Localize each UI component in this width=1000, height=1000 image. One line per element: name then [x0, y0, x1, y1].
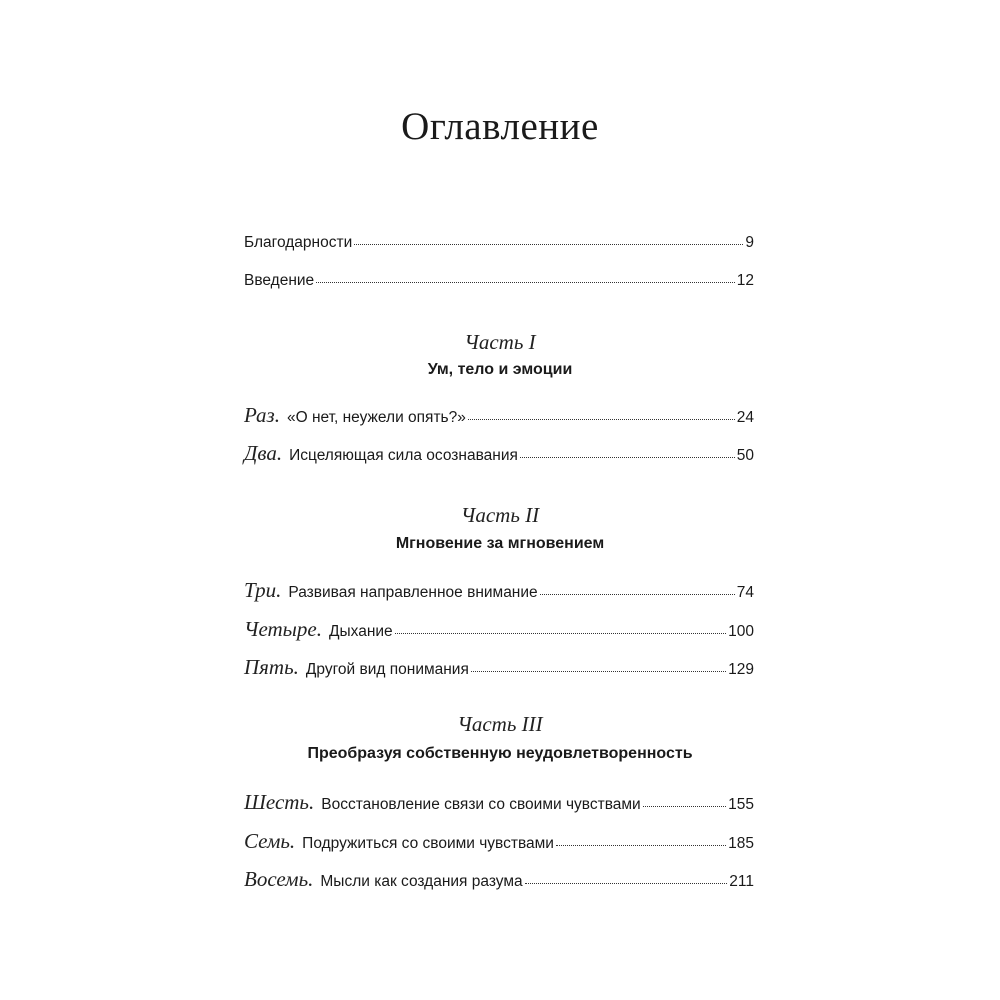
entry-label: Подружиться со своими чувствами [302, 835, 554, 852]
dot-leader [540, 594, 735, 595]
entry-label: «О нет, неужели опять?» [286, 409, 466, 426]
page-number: 12 [736, 272, 754, 289]
entry-label: Другой вид понимания [305, 661, 469, 678]
entry-label: Введение [244, 272, 315, 289]
dot-leader [395, 633, 726, 634]
dot-leader [468, 419, 735, 420]
chapter-number: Четыре. [244, 617, 322, 641]
chapter-number: Шесть. [244, 790, 315, 814]
part-1-title: Ум, тело и эмоции [427, 361, 573, 378]
chapter-number: Пять. [244, 655, 299, 679]
entry-label: Исцеляющая сила осознавания [289, 447, 518, 464]
dot-leader [525, 883, 728, 884]
page-number: 211 [729, 873, 754, 890]
entry-label: Благодарности [244, 234, 353, 251]
toc-entry-chapter-6[interactable] [244, 790, 754, 815]
toc-entry-chapter-3[interactable] [244, 578, 754, 603]
chapter-number: Два. [244, 441, 283, 465]
toc-entry-chapter-8[interactable] [244, 867, 754, 892]
chapter-number: Раз. [244, 403, 280, 427]
page-number: 74 [736, 584, 754, 601]
toc-entry-acknowledgements[interactable] [244, 234, 754, 252]
page-number: 100 [728, 623, 754, 640]
toc-entry-introduction[interactable] [244, 272, 754, 290]
entry-label: Мысли как создания разума [320, 873, 523, 890]
toc-entry-chapter-4[interactable] [244, 617, 754, 642]
entry-label: Дыхание [328, 623, 393, 640]
page-number: 185 [728, 835, 754, 852]
toc-entry-chapter-5[interactable] [244, 655, 754, 680]
dot-leader [556, 845, 726, 846]
part-2-title: Мгновение за мгновением [395, 535, 605, 552]
dot-leader [520, 457, 735, 458]
page-title: Оглавление [401, 105, 599, 148]
entry-label: Развивая направленное внимание [288, 584, 538, 601]
page-number: 9 [745, 234, 754, 251]
toc-entry-chapter-7[interactable] [244, 829, 754, 854]
toc-entry-chapter-1[interactable] [244, 403, 754, 428]
dot-leader [471, 671, 726, 672]
part-2-label: Часть II [460, 503, 540, 527]
dot-leader [354, 244, 743, 245]
part-3-label: Часть III [457, 712, 543, 736]
page-number: 129 [728, 661, 754, 678]
chapter-number: Три. [244, 578, 282, 602]
dot-leader [643, 806, 726, 807]
part-3-title: Преобразуя собственную неудовлетворенность [307, 745, 693, 762]
page-number: 24 [736, 409, 754, 426]
chapter-number: Семь. [244, 829, 296, 853]
toc-entry-chapter-2[interactable] [244, 441, 754, 466]
entry-label: Восстановление связи со своими чувствами [321, 796, 641, 813]
chapter-number: Восемь. [244, 867, 314, 891]
page-number: 50 [736, 447, 754, 464]
page-number: 155 [728, 796, 754, 813]
dot-leader [316, 282, 735, 283]
part-1-label: Часть I [464, 330, 536, 354]
